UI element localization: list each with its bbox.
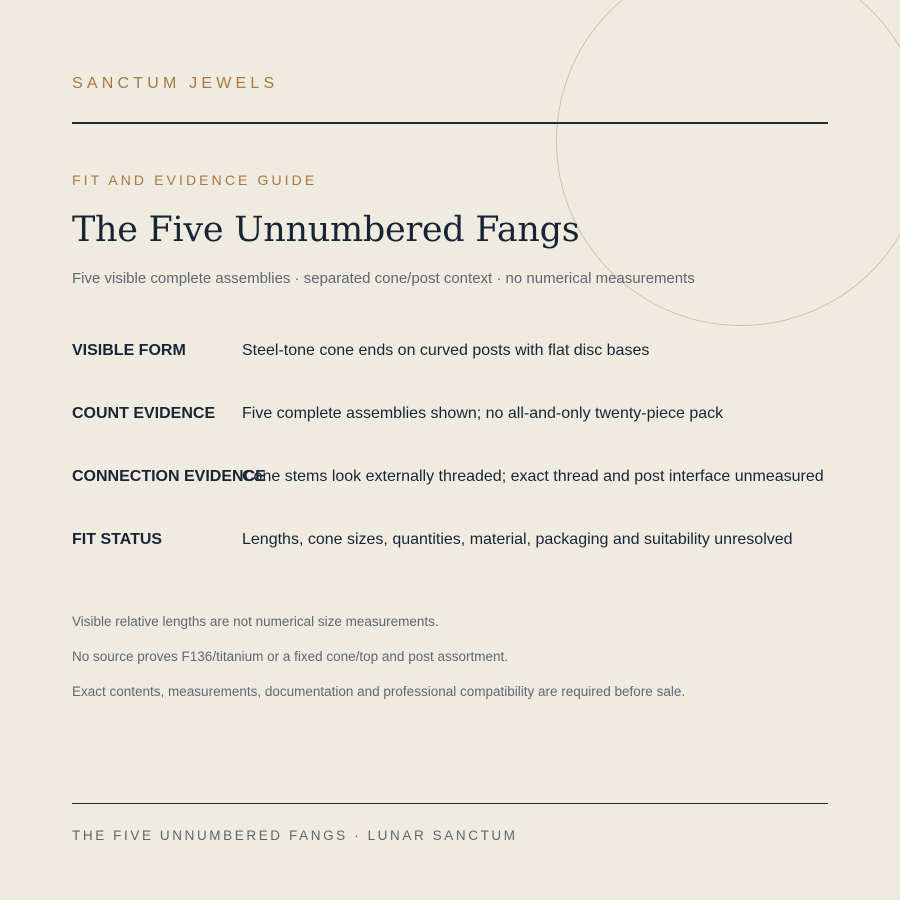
page-title: The Five Unnumbered Fangs	[72, 210, 580, 250]
note-material-source: No source proves F136/titanium or a fixed cone/top and post assortment.	[72, 649, 508, 664]
footer-divider	[72, 803, 828, 804]
page-subtitle: Five visible complete assemblies · separated cone/post context · no numerical measurements	[72, 270, 695, 287]
note-relative-lengths: Visible relative lengths are not numerical size measurements.	[72, 614, 439, 629]
section-eyebrow: FIT AND EVIDENCE GUIDE	[72, 172, 318, 188]
row-label-fit-status: FIT STATUS	[72, 531, 163, 548]
header-divider	[72, 122, 828, 124]
row-value-count-evidence: Five complete assemblies shown; no all-and-only twenty-piece pack	[242, 405, 724, 422]
note-requirements: Exact contents, measurements, documentation and professional compatibility are required before sale.	[72, 684, 686, 699]
row-value-fit-status: Lengths, cone sizes, quantities, material, packaging and suitability unresolved	[242, 531, 793, 548]
row-label-connection-evidence: CONNECTION EVIDENCE	[72, 468, 266, 485]
brand-name: SANCTUM JEWELS	[72, 75, 279, 92]
row-label-visible-form: VISIBLE FORM	[72, 342, 186, 359]
footer-text: THE FIVE UNNUMBERED FANGS · LUNAR SANCTUM	[72, 828, 518, 843]
row-label-count-evidence: COUNT EVIDENCE	[72, 405, 216, 422]
row-value-connection-evidence: Cone stems look externally threaded; exact thread and post interface unmeasured	[242, 468, 824, 485]
row-value-visible-form: Steel-tone cone ends on curved posts with flat disc bases	[242, 342, 650, 359]
